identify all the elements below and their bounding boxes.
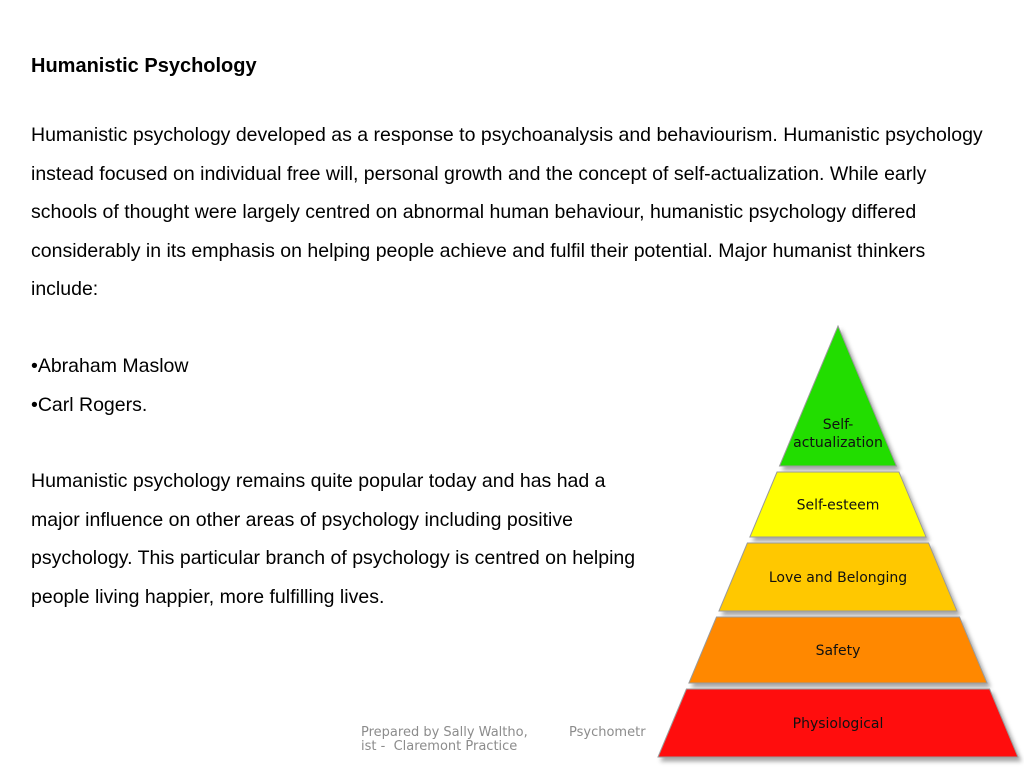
footer-line-2: ist - Claremont Practice [361,739,518,754]
footer-line-1: Prepared by Sally Waltho, Psychometr [361,726,646,740]
pyramid-label-self-actualization: actualization [793,435,883,451]
thinkers-list [31,347,188,424]
intro-paragraph: Humanistic psychology developed as a response to psychoanalysis and behaviourism. Humanistic psychology instead focused on individual free will, personal growth and the concept of self-actualization. While early schools of thought were largely centred on abnormal human behaviour, humanistic psychology differed considerably in its emphasis on helping people achieve and fulfil their potential. Major humanist thinkers include: [31,124,983,301]
list-item: • Abraham Maslow [31,347,188,386]
maslow-pyramid [650,318,1024,768]
pyramid-label-safety: Safety [815,643,861,659]
list-item: • Carl Rogers. [31,386,188,425]
pyramid-label-physiological: Physiological [792,716,884,732]
footer-credit [361,726,661,760]
closing-paragraph: Humanistic psychology remains quite popular today and has had a major influence on other areas of psychology including positive psychology. This particular branch of psychology is centred on helping people living happier, more fulfilling lives. [31,470,636,608]
pyramid-label-self-esteem: Self-esteem [796,497,880,514]
pyramid-label-love-and-belonging: Love and Belonging [768,570,908,586]
slide-title: Humanistic Psychology [31,55,257,77]
pyramid-label-self-actualization: Self- [822,417,854,433]
